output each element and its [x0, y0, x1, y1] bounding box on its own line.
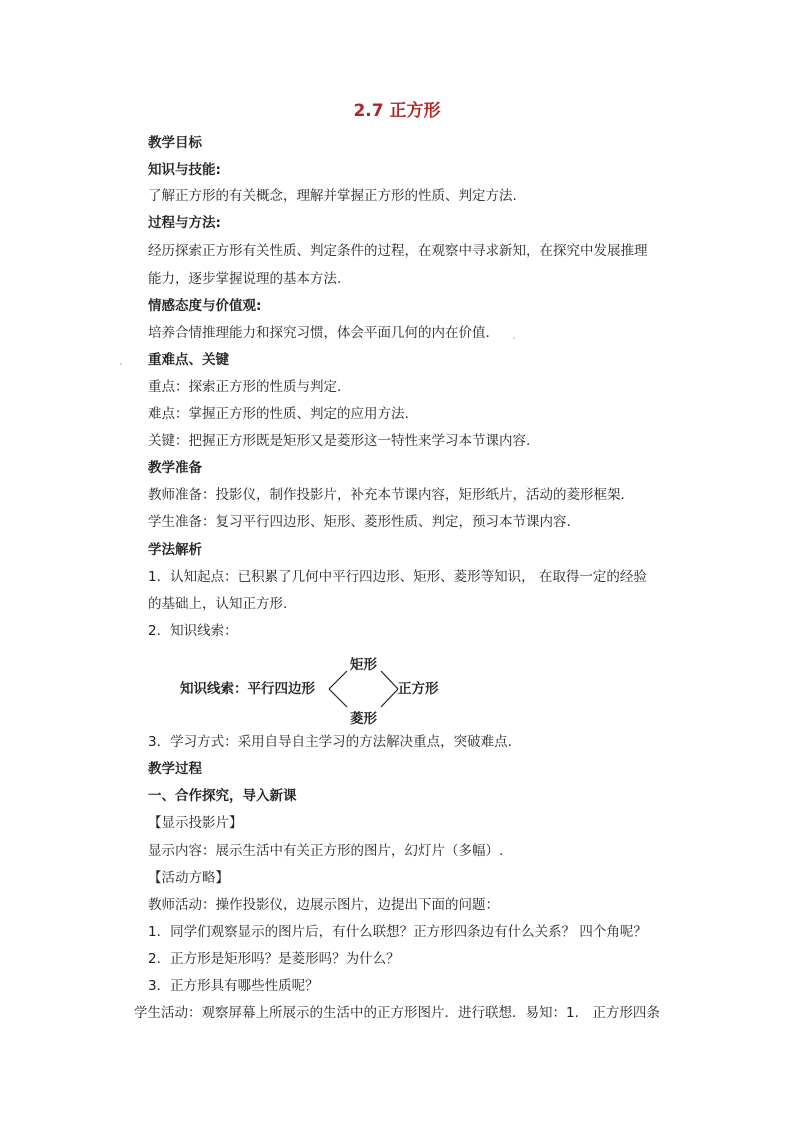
- student-activity: 学生活动：观察屏幕上所展示的生活中的正方形图片．进行联想．易知：1． 正方形四条: [134, 1005, 660, 1021]
- process-text-1: 经历探索正方形有关性质、判定条件的过程，在观察中寻求新知，在探究中发展推理: [148, 243, 648, 259]
- knowledge-text: 了解正方形的有关概念，理解并掌握正方形的性质、判定方法.: [148, 188, 517, 204]
- emotion-heading: 情感态度与价值观:: [148, 298, 262, 314]
- activity-label: 【活动方略】: [148, 870, 229, 886]
- analysis-item-3: 3．学习方式：采用自导自主学习的方法解决重点，突破难点.: [148, 734, 512, 750]
- show-slide-label: 【显示投影片】: [148, 815, 243, 831]
- crucial-point: 关键：把握正方形既是矩形又是菱形这一特性来学习本节课内容.: [148, 433, 531, 449]
- page-title: 2.7 正方形: [353, 101, 441, 121]
- preparation-heading: 教学准备: [148, 460, 202, 476]
- student-preparation: 学生准备：复习平行四边形、矩形、菱形性质、判定，预习本节课内容.: [148, 514, 571, 530]
- process-section-heading: 教学过程: [148, 761, 202, 777]
- question-2: 2．正方形是矩形吗？是菱形吗？为什么？: [148, 951, 400, 967]
- analysis-item-2: 2．知识线索：: [148, 623, 238, 639]
- teacher-preparation: 教师准备：投影仪，制作投影片，补充本节课内容，矩形纸片，活动的菱形框架.: [148, 487, 625, 503]
- process-heading: 过程与方法:: [148, 215, 221, 231]
- emotion-text: 培养合情推理能力和探究习惯，体会平面几何的内在价值.: [148, 325, 490, 341]
- difficult-point: 难点：掌握正方形的性质、判定的应用方法.: [148, 406, 409, 422]
- question-3: 3．正方形具有哪些性质呢？: [148, 978, 319, 994]
- stray-mark: .: [119, 354, 123, 368]
- process-text-2: 能力，逐步掌握说理的基本方法.: [148, 271, 342, 287]
- question-1: 1．同学们观察显示的图片后，有什么联想？正方形四条边有什么关系？ 四个角呢？: [148, 924, 647, 940]
- analysis-item-1b: 的基础上，认知正方形.: [148, 596, 288, 612]
- diagram-rectangle: 矩形: [350, 657, 377, 673]
- knowledge-heading: 知识与技能:: [148, 162, 221, 178]
- diagram-rhombus: 菱形: [350, 711, 377, 727]
- diagram-label: 知识线索：平行四边形: [180, 681, 315, 697]
- knowledge-clue-diagram: [176, 652, 476, 732]
- analysis-item-1a: 1．认知起点：已积累了几何中平行四边形、矩形、菱形等知识， 在取得一定的经验: [148, 569, 647, 585]
- stray-mark: .: [512, 328, 516, 342]
- show-content: 显示内容：展示生活中有关正方形的图片，幻灯片（多幅）.: [148, 843, 504, 859]
- section-1-heading: 一、合作探究，导入新课: [148, 788, 297, 804]
- keypoints-heading: 重难点、关键: [148, 352, 229, 368]
- key-point: 重点：探索正方形的性质与判定.: [148, 379, 342, 395]
- goals-heading: 教学目标: [148, 135, 202, 151]
- teacher-activity: 教师活动：操作投影仪，边展示图片，边提出下面的问题：: [148, 897, 499, 913]
- diagram-square: 正方形: [398, 681, 439, 697]
- analysis-heading: 学法解析: [148, 542, 202, 558]
